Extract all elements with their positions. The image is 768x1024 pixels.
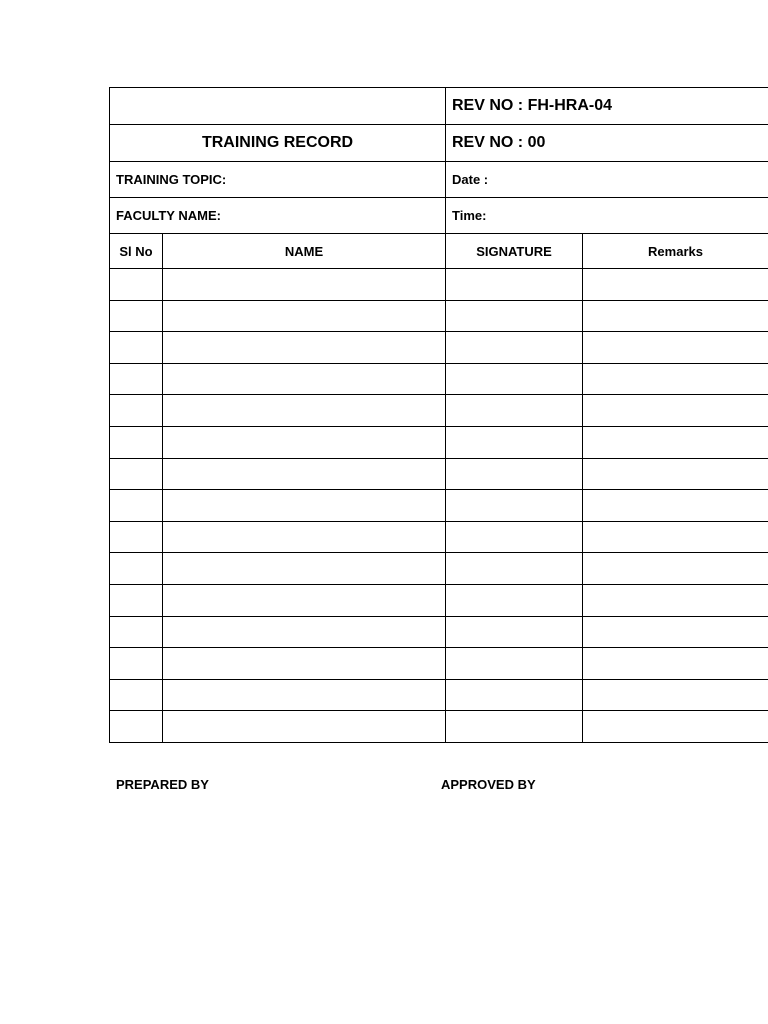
name-cell[interactable] xyxy=(163,332,446,364)
column-header-sl-no: Sl No xyxy=(110,234,163,269)
faculty-name-field[interactable]: FACULTY NAME: xyxy=(110,198,446,234)
signature-cell[interactable] xyxy=(446,363,583,395)
header-row-doc-no xyxy=(110,88,768,125)
signature-cell[interactable] xyxy=(446,332,583,364)
name-cell[interactable] xyxy=(163,458,446,490)
name-cell[interactable] xyxy=(163,395,446,427)
signature-cell[interactable] xyxy=(446,458,583,490)
form-table xyxy=(109,87,768,743)
table-row xyxy=(110,679,768,711)
name-cell[interactable] xyxy=(163,363,446,395)
signature-cell[interactable] xyxy=(446,395,583,427)
table-row xyxy=(110,648,768,680)
remarks-cell[interactable] xyxy=(583,458,768,490)
column-header-signature: SIGNATURE xyxy=(446,234,583,269)
sl-no-cell[interactable] xyxy=(110,490,163,522)
sl-no-cell[interactable] xyxy=(110,679,163,711)
signature-cell[interactable] xyxy=(446,584,583,616)
remarks-cell[interactable] xyxy=(583,616,768,648)
table-row xyxy=(110,553,768,585)
remarks-cell[interactable] xyxy=(583,490,768,522)
signature-cell[interactable] xyxy=(446,521,583,553)
table-row xyxy=(110,363,768,395)
remarks-cell[interactable] xyxy=(583,426,768,458)
name-cell[interactable] xyxy=(163,711,446,743)
signature-cell[interactable] xyxy=(446,553,583,585)
header-row-title xyxy=(110,125,768,162)
remarks-cell[interactable] xyxy=(583,395,768,427)
sl-no-cell[interactable] xyxy=(110,269,163,301)
remarks-cell[interactable] xyxy=(583,300,768,332)
table-row xyxy=(110,395,768,427)
sl-no-cell[interactable] xyxy=(110,395,163,427)
approved-by-label: APPROVED BY xyxy=(441,777,536,792)
name-cell[interactable] xyxy=(163,616,446,648)
sl-no-cell[interactable] xyxy=(110,616,163,648)
form-title: TRAINING RECORD xyxy=(110,125,446,162)
column-header-name: NAME xyxy=(163,234,446,269)
table-row xyxy=(110,332,768,364)
info-row-topic xyxy=(110,162,768,198)
remarks-cell[interactable] xyxy=(583,711,768,743)
remarks-cell[interactable] xyxy=(583,648,768,680)
name-cell[interactable] xyxy=(163,426,446,458)
name-cell[interactable] xyxy=(163,521,446,553)
table-row xyxy=(110,300,768,332)
remarks-cell[interactable] xyxy=(583,363,768,395)
training-record-form xyxy=(109,87,768,743)
name-cell[interactable] xyxy=(163,648,446,680)
name-cell[interactable] xyxy=(163,490,446,522)
column-header-row xyxy=(110,234,768,269)
column-header-remarks: Remarks xyxy=(583,234,768,269)
table-row xyxy=(110,490,768,522)
sl-no-cell[interactable] xyxy=(110,458,163,490)
remarks-cell[interactable] xyxy=(583,521,768,553)
doc-no-label: REV NO : FH-HRA-04 xyxy=(446,88,768,125)
sl-no-cell[interactable] xyxy=(110,711,163,743)
remarks-cell[interactable] xyxy=(583,679,768,711)
table-row xyxy=(110,616,768,648)
info-row-faculty xyxy=(110,198,768,234)
table-row xyxy=(110,458,768,490)
rev-no-label: REV NO : 00 xyxy=(446,125,768,162)
signature-cell[interactable] xyxy=(446,648,583,680)
sl-no-cell[interactable] xyxy=(110,553,163,585)
signature-cell[interactable] xyxy=(446,711,583,743)
remarks-cell[interactable] xyxy=(583,269,768,301)
name-cell[interactable] xyxy=(163,300,446,332)
table-row xyxy=(110,521,768,553)
name-cell[interactable] xyxy=(163,269,446,301)
signature-cell[interactable] xyxy=(446,426,583,458)
signature-cell[interactable] xyxy=(446,679,583,711)
date-field[interactable]: Date : xyxy=(446,162,768,198)
remarks-cell[interactable] xyxy=(583,553,768,585)
sl-no-cell[interactable] xyxy=(110,426,163,458)
table-row xyxy=(110,426,768,458)
prepared-by-label: PREPARED BY xyxy=(116,777,209,792)
table-row xyxy=(110,711,768,743)
sl-no-cell[interactable] xyxy=(110,584,163,616)
signature-cell[interactable] xyxy=(446,490,583,522)
remarks-cell[interactable] xyxy=(583,584,768,616)
table-row xyxy=(110,584,768,616)
table-row xyxy=(110,269,768,301)
training-topic-field[interactable]: TRAINING TOPIC: xyxy=(110,162,446,198)
sl-no-cell[interactable] xyxy=(110,332,163,364)
signature-cell[interactable] xyxy=(446,269,583,301)
header-blank-cell xyxy=(110,88,446,125)
signature-cell[interactable] xyxy=(446,300,583,332)
remarks-cell[interactable] xyxy=(583,332,768,364)
time-field[interactable]: Time: xyxy=(446,198,768,234)
sl-no-cell[interactable] xyxy=(110,363,163,395)
name-cell[interactable] xyxy=(163,553,446,585)
name-cell[interactable] xyxy=(163,584,446,616)
signature-cell[interactable] xyxy=(446,616,583,648)
sl-no-cell[interactable] xyxy=(110,521,163,553)
sl-no-cell[interactable] xyxy=(110,648,163,680)
sl-no-cell[interactable] xyxy=(110,300,163,332)
name-cell[interactable] xyxy=(163,679,446,711)
